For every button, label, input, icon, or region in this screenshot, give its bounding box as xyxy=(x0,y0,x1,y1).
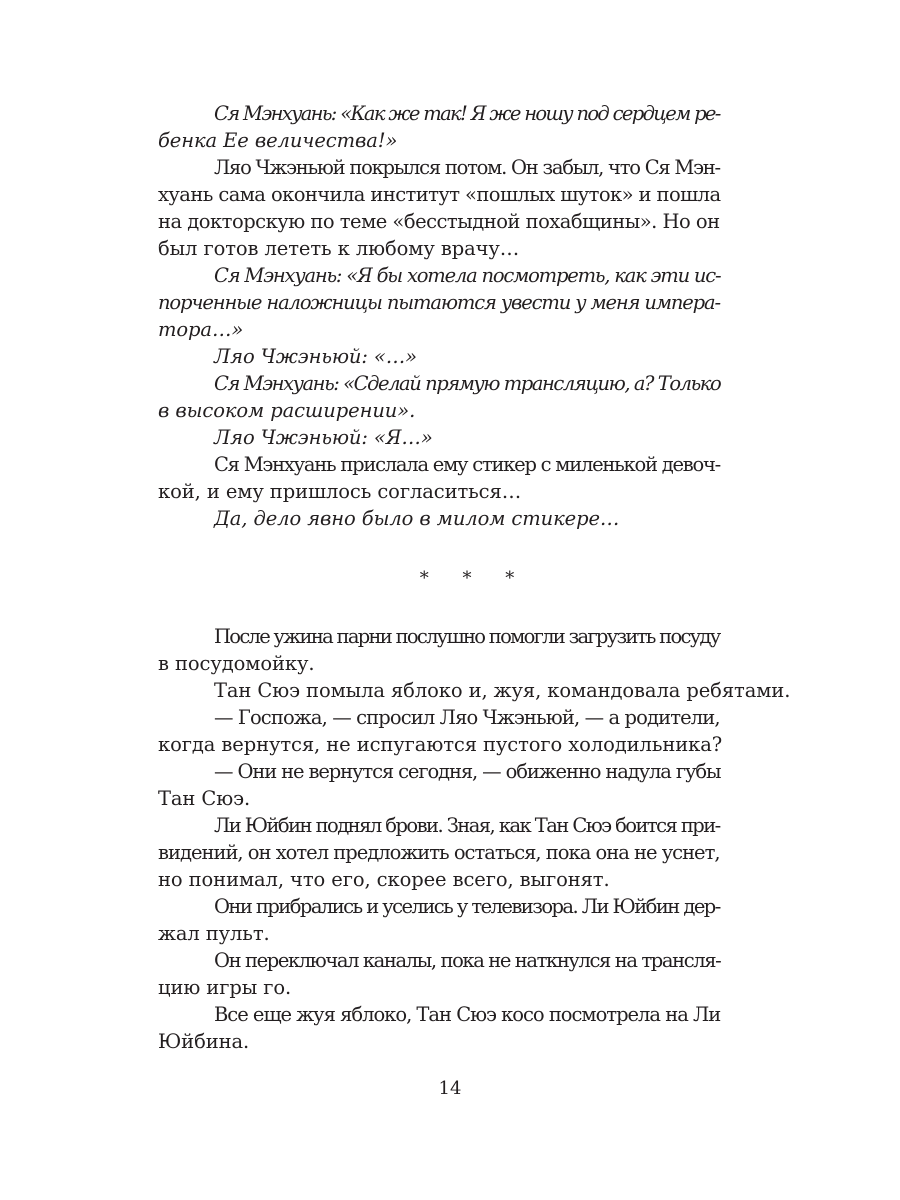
paragraph xyxy=(158,893,748,947)
text-line: Ли Юйбин поднял брови. Зная, как Тан Сюэ боится при- xyxy=(214,814,720,837)
text-line: Ся Мэнхуань: «Сделай прямую трансляцию, а? Только xyxy=(214,372,721,395)
page-number: 14 xyxy=(438,1078,462,1099)
text-line: в посудомойку. xyxy=(158,652,315,675)
paragraph xyxy=(186,343,748,370)
text-block-after-separator xyxy=(158,623,791,1055)
text-line: Тан Сюэ. xyxy=(158,787,251,810)
text-line: Ляо Чжэньюй: «…» xyxy=(214,345,417,368)
paragraph xyxy=(158,758,748,812)
text-line: Ляо Чжэньюй покрылся потом. Он забыл, что Ся Мэн- xyxy=(214,156,720,179)
text-line: был готов лететь к любому врачу… xyxy=(158,237,520,260)
text-line: но понимал, что его, скорее всего, выгонят. xyxy=(158,868,610,891)
text-line: Юйбина. xyxy=(158,1030,250,1053)
text-line: Ся Мэнхуань: «Я бы хотела посмотреть, как эти ис- xyxy=(214,264,721,287)
text-line: — Госпожа, — спросил Ляо Чжэньюй, — а родители, xyxy=(214,706,720,729)
paragraph xyxy=(186,677,791,704)
paragraph xyxy=(158,370,748,424)
paragraph xyxy=(186,505,748,532)
text-line: Они прибрались и уселись у телевизора. Ли Юйбин дер- xyxy=(214,895,720,918)
paragraph xyxy=(158,704,748,758)
text-line: жал пульт. xyxy=(158,922,270,945)
paragraph xyxy=(158,262,748,343)
text-line: тора…» xyxy=(158,318,244,341)
paragraph xyxy=(158,154,748,262)
paragraph xyxy=(158,812,748,893)
paragraph xyxy=(158,947,748,1001)
text-block-before-separator xyxy=(158,100,748,532)
text-line: хуань сама окончила институт «пошлых шуток» и пошла xyxy=(158,183,721,206)
text-line: цию игры го. xyxy=(158,976,292,999)
text-line: кой, и ему пришлось согласиться… xyxy=(158,480,522,503)
text-line: Ляо Чжэньюй: «Я…» xyxy=(214,426,433,449)
text-line: когда вернутся, не испугаются пустого холодильника? xyxy=(158,733,723,756)
text-line: бенка Ее величества!» xyxy=(158,129,398,152)
text-line: в высоком расширении». xyxy=(158,399,416,422)
text-line: Он переключал каналы, пока не наткнулся на трансля- xyxy=(214,949,721,972)
text-line: Ся Мэнхуань прислала ему стикер с миленькой девоч- xyxy=(214,453,721,476)
text-line: Да, дело явно было в милом стикере… xyxy=(214,507,620,530)
text-line: порченные наложницы пытаются увести у меня импера- xyxy=(158,291,720,314)
text-line: — Они не вернутся сегодня, — обиженно надула губы xyxy=(214,760,721,783)
section-separator: * * * xyxy=(419,568,529,589)
text-line: видений, он хотел предложить остаться, пока она не уснет, xyxy=(158,841,720,864)
text-line: После ужина парни послушно помогли загрузить посуду xyxy=(214,625,720,648)
text-line: Ся Мэнхуань: «Как же так! Я же ношу под сердцем ре- xyxy=(214,102,720,125)
page-body xyxy=(158,100,791,1055)
paragraph xyxy=(158,623,748,677)
paragraph xyxy=(158,100,748,154)
paragraph xyxy=(158,1001,748,1055)
text-line: на докторскую по теме «бесстыдной похабщины». Но он xyxy=(158,210,720,233)
paragraph xyxy=(186,424,748,451)
text-line: Тан Сюэ помыла яблоко и, жуя, командовала ребятами. xyxy=(214,679,791,702)
paragraph xyxy=(158,451,748,505)
text-line: Все еще жуя яблоко, Тан Сюэ косо посмотрела на Ли xyxy=(214,1003,721,1026)
